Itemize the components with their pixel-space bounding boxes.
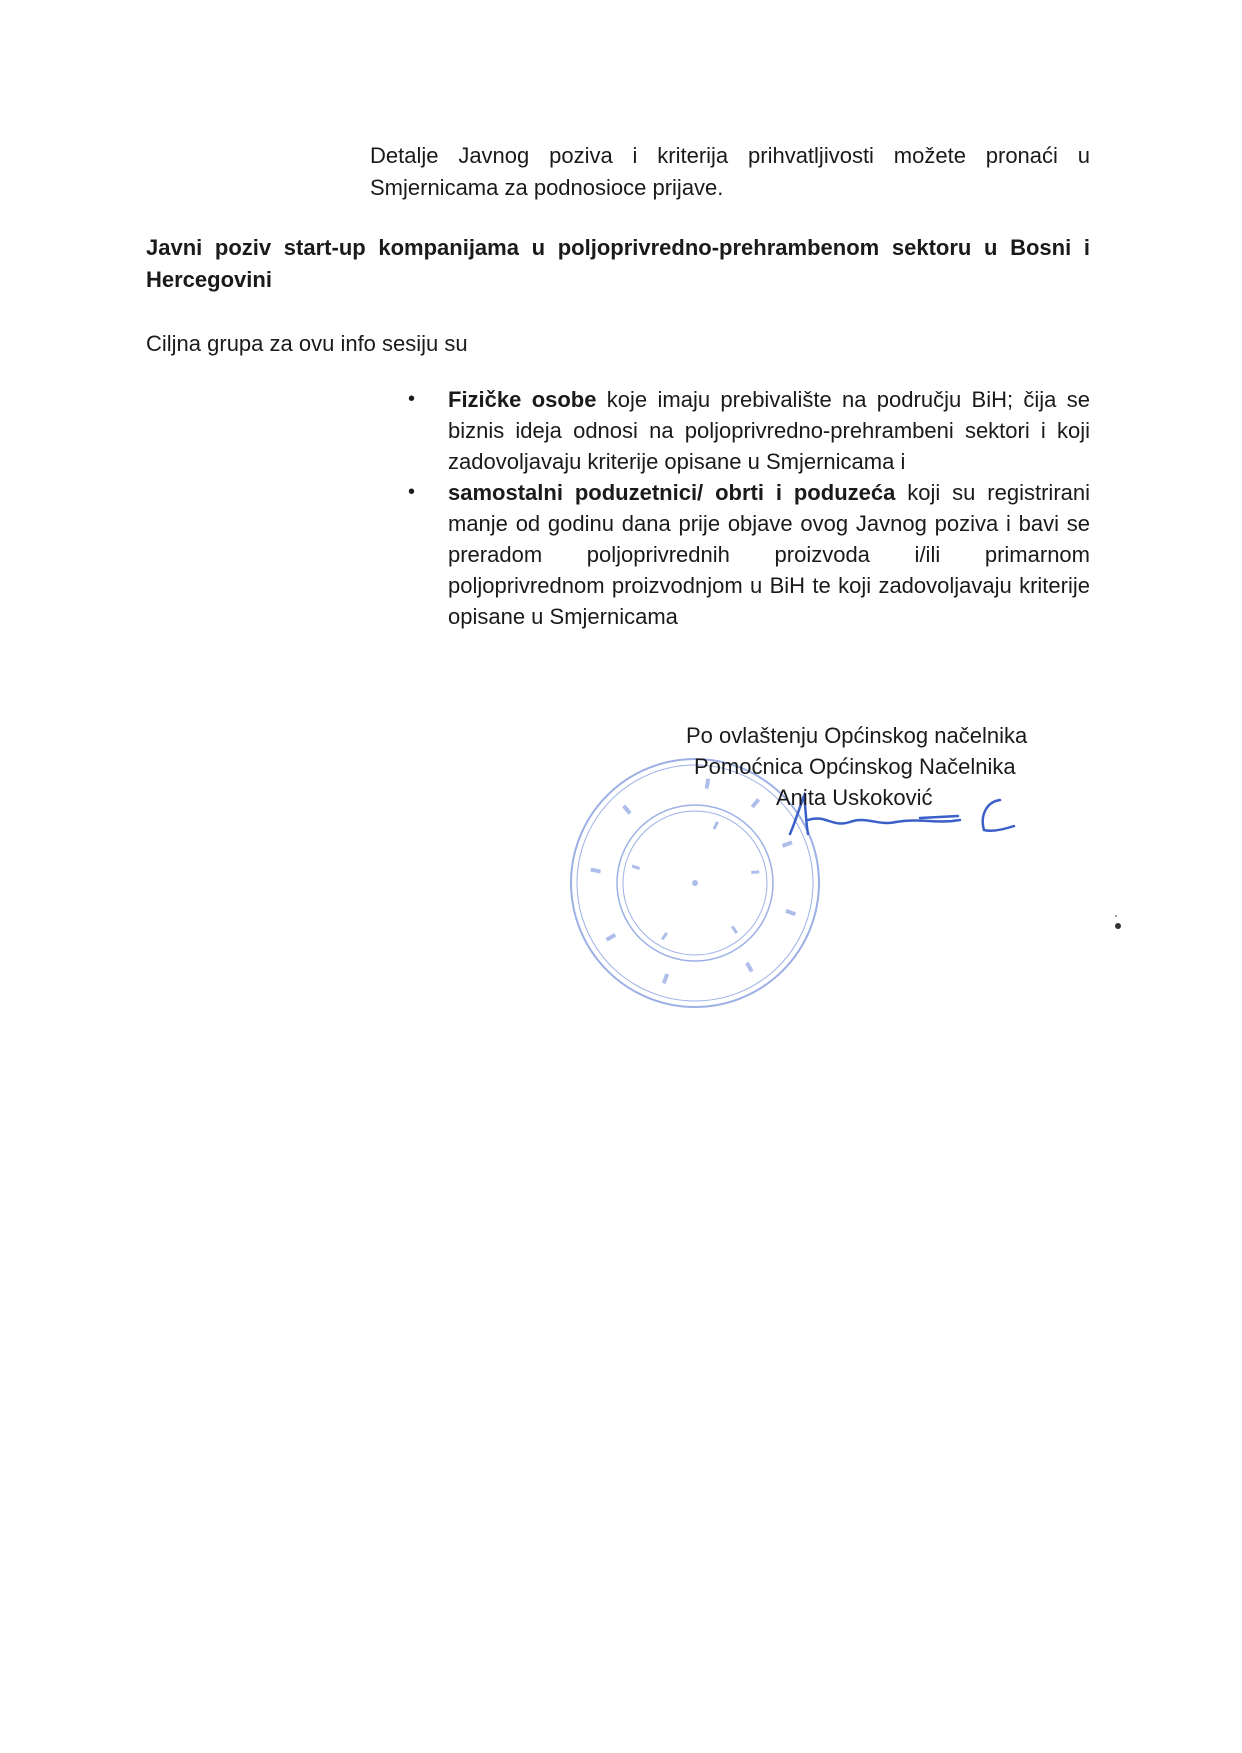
target-group-label: Ciljna grupa za ovu info sesiju su [146,331,468,356]
list-item-bold: samostalni poduzetnici/ obrti i poduzeća [448,480,896,505]
list-item-text: koje imaju prebivalište na području BiH; čija se biznis ideja odnosi na poljoprivredno-prehrambeni sektori i koji zadovoljavaju kriterije opisane u Smjernicama i [448,387,1090,474]
call-heading: Javni poziv start-up kompanijama u poljoprivredno-prehrambenom sektoru u Bosni i Hercegovini [146,235,1090,292]
signature-block [686,720,1106,813]
signature-authority-line: Po ovlaštenju Općinskog načelnika [686,723,1028,748]
signature-title-line: Pomoćnica Općinskog Načelnika [694,754,1016,779]
intro-paragraph: Detalje Javnog poziva i kriterija prihvatljivosti možete pronaći u Smjernicama za podnosioce prijave. [370,143,1090,200]
target-group-list [398,384,1090,632]
ink-speck-icon [1110,912,1126,932]
list-item [398,384,1090,477]
list-item [398,477,1090,632]
list-item-bold: Fizičke osobe [448,387,597,412]
signatory-name: Anita Uskoković [776,785,933,810]
list-item-text: koji su registrirani manje od godinu dana prije objave ovog Javnog poziva i bavi se preradom poljoprivrednih proizvoda i/ili primarnom poljoprivrednom proizvodnjom u BiH te koji zadovoljavaju kriterije opisane u Smjernicama [448,480,1091,629]
